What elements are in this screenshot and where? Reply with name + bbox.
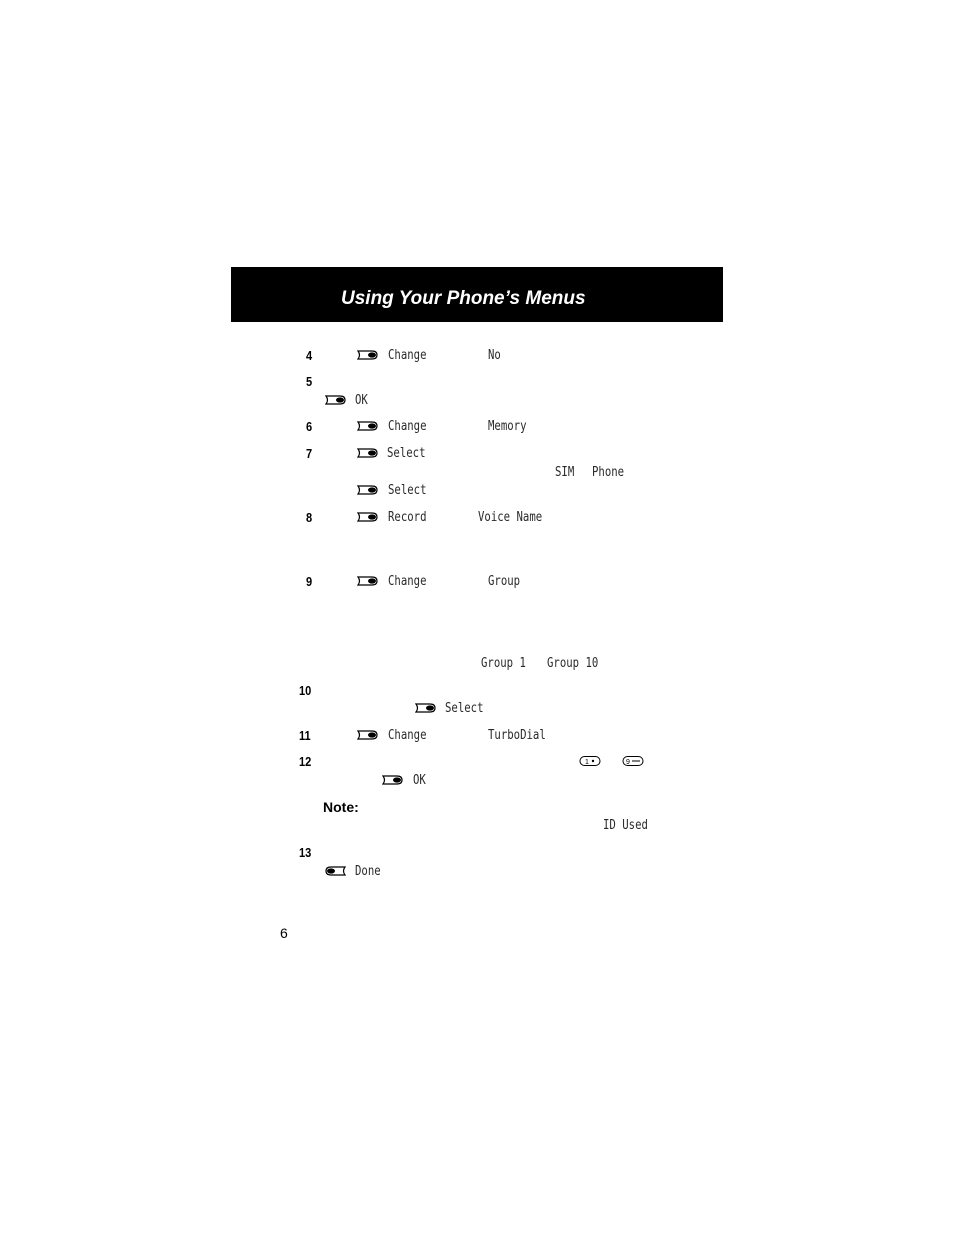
step-number: 9	[306, 574, 313, 589]
display-value: Voice Name	[478, 510, 543, 525]
right-soft-key-icon	[357, 511, 379, 523]
chapter-banner	[231, 267, 723, 322]
display-option: SIM	[555, 465, 575, 480]
svg-text:9: 9	[626, 759, 630, 766]
step-number: 6	[306, 419, 313, 434]
step-number: 7	[306, 446, 313, 461]
right-soft-key-icon	[357, 447, 379, 459]
step-number: 11	[299, 728, 311, 743]
step-number: 12	[299, 754, 312, 769]
display-value: Group	[488, 574, 521, 589]
page-number: 6	[280, 925, 288, 941]
right-soft-key-icon	[357, 575, 379, 587]
step-number: 8	[306, 510, 313, 525]
display-value: TurboDial	[488, 728, 546, 743]
left-soft-key-icon	[324, 865, 346, 877]
step-number: 4	[306, 348, 313, 363]
soft-key-label: OK	[413, 773, 426, 788]
soft-key-label: Select	[388, 483, 427, 498]
soft-key-label: Select	[387, 446, 426, 461]
key-9-icon	[622, 755, 644, 767]
step-number: 13	[299, 845, 312, 860]
display-option: Phone	[592, 465, 625, 480]
soft-key-label: OK	[355, 393, 368, 408]
key-1-icon	[579, 755, 601, 767]
step-number: 5	[306, 374, 313, 389]
display-option: Group 10	[547, 656, 599, 671]
right-soft-key-icon	[357, 420, 379, 432]
soft-key-label: Done	[355, 864, 381, 879]
soft-key-label: Select	[445, 701, 484, 716]
right-soft-key-icon	[325, 394, 347, 406]
right-soft-key-icon	[382, 774, 404, 786]
soft-key-label: Change	[388, 574, 427, 589]
soft-key-label: Change	[388, 728, 427, 743]
display-value: Memory	[488, 419, 527, 434]
right-soft-key-icon	[415, 702, 437, 714]
soft-key-label: Change	[388, 348, 427, 363]
display-option: Group 1	[481, 656, 526, 671]
step-number: 10	[299, 683, 312, 698]
right-soft-key-icon	[357, 729, 379, 741]
soft-key-label: Change	[388, 419, 427, 434]
note-label: Note:	[323, 799, 359, 815]
display-value: ID Used	[603, 818, 648, 833]
display-value: No	[488, 348, 501, 363]
right-soft-key-icon	[357, 349, 379, 361]
chapter-title: Using Your Phone’s Menus	[341, 288, 586, 309]
svg-text:1: 1	[585, 759, 589, 766]
right-soft-key-icon	[357, 484, 379, 496]
soft-key-label: Record	[388, 510, 427, 525]
